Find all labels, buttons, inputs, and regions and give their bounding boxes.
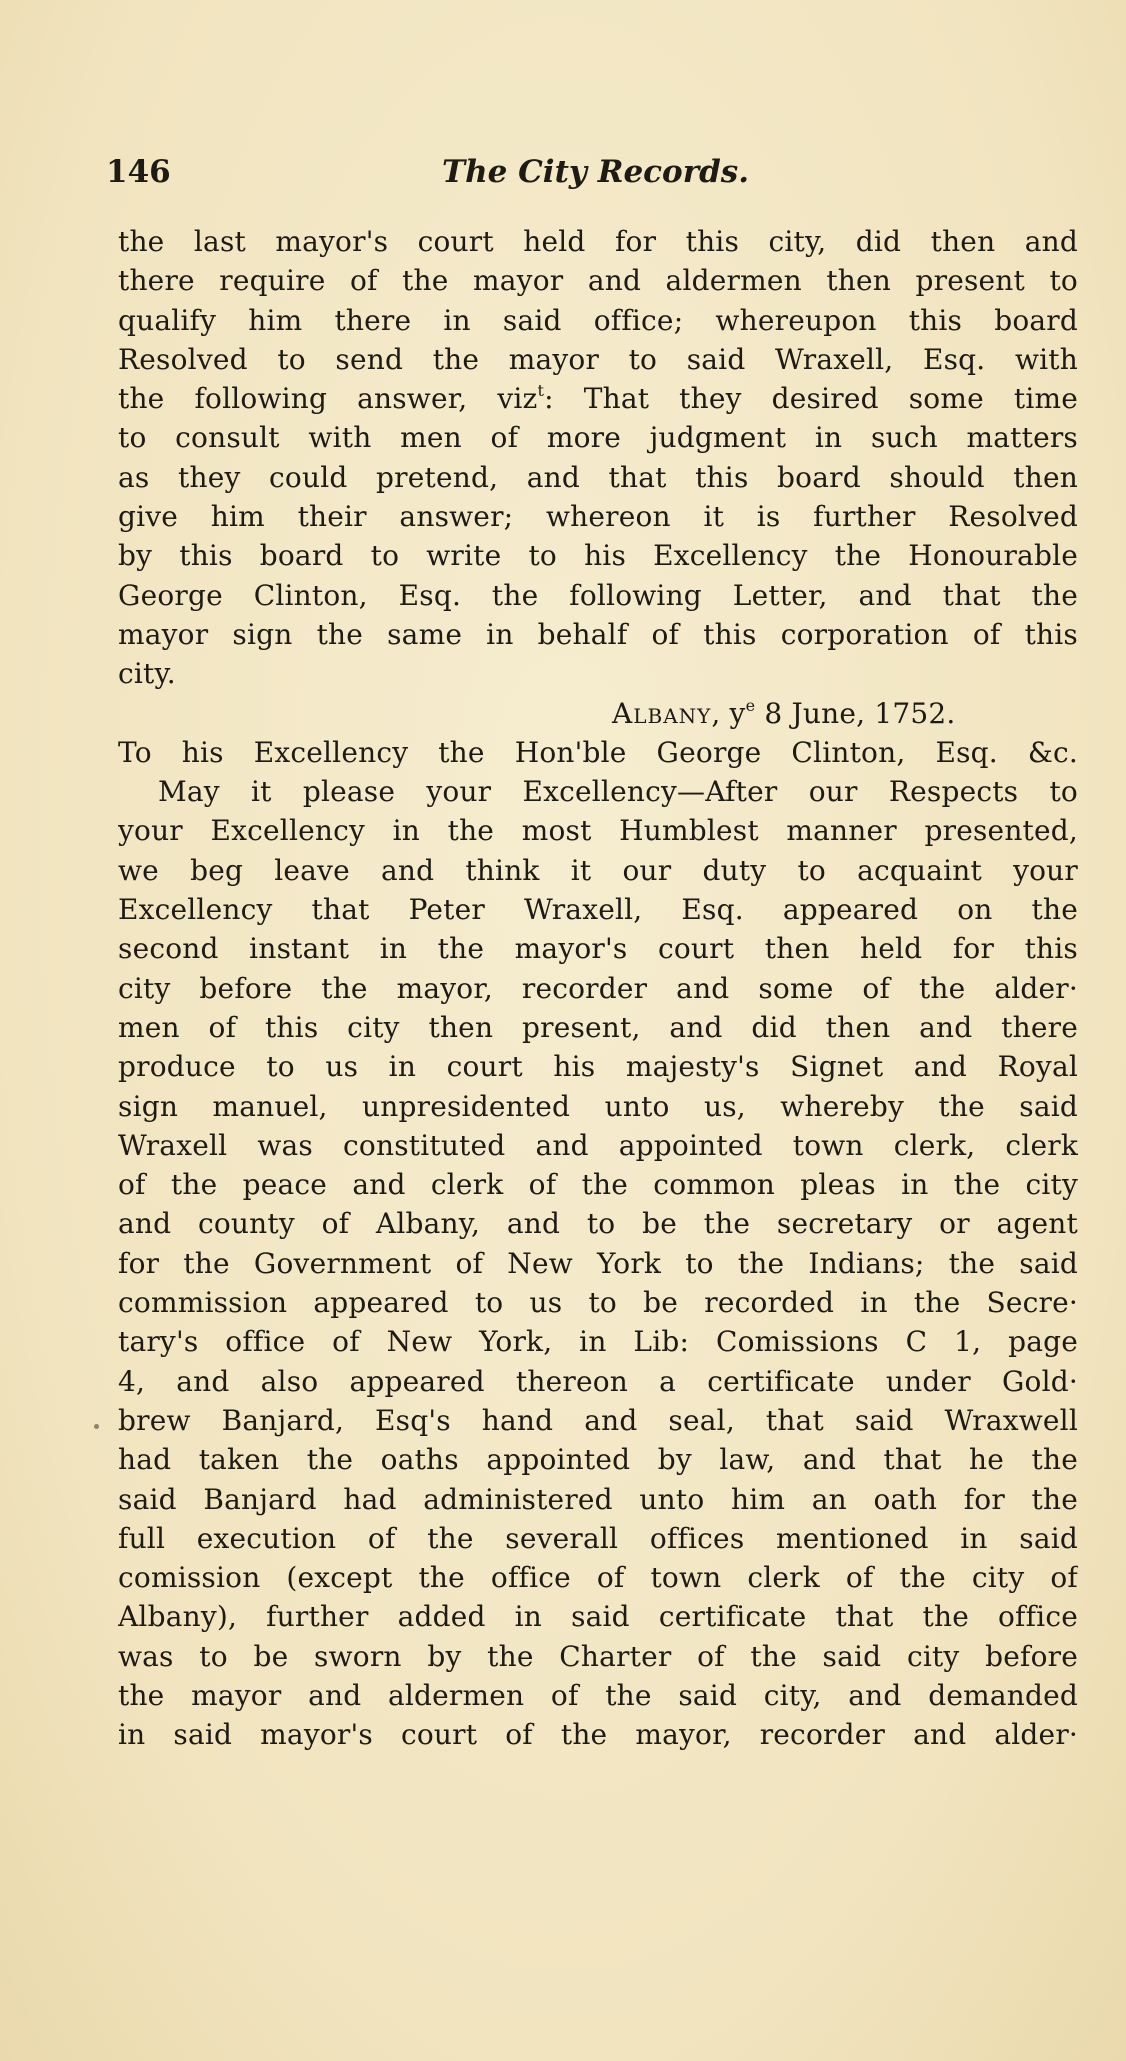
page-header — [106, 148, 1076, 196]
letter-salutation: To his Excellency the Hon'ble George Clinton, Esq. &c. — [118, 735, 1078, 769]
text-line: and county of Albany, and to be the secretary or agent — [118, 1207, 1078, 1241]
letter-dateline — [118, 694, 1078, 733]
place-name: Albany — [612, 696, 712, 730]
text-line: second instant in the mayor's court then held for this — [118, 932, 1078, 966]
text-line: Wraxell was constituted and appointed town clerk, clerk — [118, 1128, 1078, 1162]
text-line: produce to us in court his majesty's Signet and Royal — [118, 1050, 1078, 1084]
running-title: The City Records. — [442, 154, 749, 190]
text-line: city. — [118, 657, 176, 691]
text-line: 4, and also appeared thereon a certificate under Gold· — [118, 1364, 1078, 1398]
text-fragment: : That they desired some time — [544, 382, 1078, 416]
text-line: brew Banjard, Esq's hand and seal, that said Wraxwell — [118, 1403, 1078, 1437]
text-line: in said mayor's court of the mayor, recorder and alder· — [118, 1718, 1078, 1752]
text-line: May it please your Excellency—After our Respects to — [158, 775, 1078, 809]
superscript: t — [537, 381, 545, 401]
text-line: comission (except the office of town clerk of the city of — [118, 1561, 1078, 1595]
text-fragment: the following answer, viz — [118, 382, 538, 416]
page-number: 146 — [106, 154, 171, 190]
ink-speck — [94, 1424, 99, 1429]
text-line: the last mayor's court held for this city, did then and — [118, 225, 1078, 258]
text-line: tary's office of New York, in Lib: Comissions C 1, page — [118, 1325, 1078, 1359]
text-line: mayor sign the same in behalf of this corporation of this — [118, 617, 1078, 651]
text-line: sign manuel, unpresidented unto us, whereby the said — [118, 1089, 1078, 1123]
text-line: men of this city then present, and did then and there — [118, 1010, 1078, 1044]
text-line: for the Government of New York to the Indians; the said — [118, 1246, 1078, 1280]
body-text — [118, 222, 1078, 1755]
text-line: qualify him there in said office; whereupon this board — [118, 303, 1078, 337]
text-fragment: 8 June, 1752. — [755, 696, 956, 730]
text-line: was to be sworn by the Charter of the said city before — [118, 1639, 1078, 1673]
text-line: we beg leave and think it our duty to acquaint your — [118, 853, 1078, 887]
text-line: commission appeared to us to be recorded in the Secre· — [118, 1286, 1078, 1320]
text-line: there require of the mayor and aldermen then present to — [118, 264, 1078, 298]
text-line: by this board to write to his Excellency the Honourable — [118, 539, 1078, 573]
text-line: Resolved to send the mayor to said Wraxell, Esq. with — [118, 342, 1078, 376]
text-line: your Excellency in the most Humblest manner presented, — [118, 814, 1078, 848]
text-line: George Clinton, Esq. the following Letter, and that the — [118, 578, 1078, 612]
text-line: to consult with men of more judgment in such matters — [118, 421, 1078, 455]
text-line: Excellency that Peter Wraxell, Esq. appeared on the — [118, 893, 1078, 927]
text-line: give him their answer; whereon it is further Resolved — [118, 500, 1078, 534]
text-line: as they could pretend, and that this board should then — [118, 460, 1078, 494]
text-line: said Banjard had administered unto him an oath for the — [118, 1482, 1078, 1516]
text-line — [118, 379, 1078, 418]
superscript: e — [745, 695, 756, 715]
text-line: full execution of the severall offices mentioned in said — [118, 1521, 1078, 1555]
text-line: of the peace and clerk of the common pleas in the city — [118, 1168, 1078, 1202]
text-line: city before the mayor, recorder and some of the alder· — [118, 971, 1078, 1005]
text-fragment: , y — [711, 696, 746, 730]
text-line: the mayor and aldermen of the said city, and demanded — [118, 1678, 1078, 1712]
text-line: had taken the oaths appointed by law, and that he the — [118, 1443, 1078, 1477]
text-line: Albany), further added in said certificate that the office — [118, 1600, 1078, 1634]
